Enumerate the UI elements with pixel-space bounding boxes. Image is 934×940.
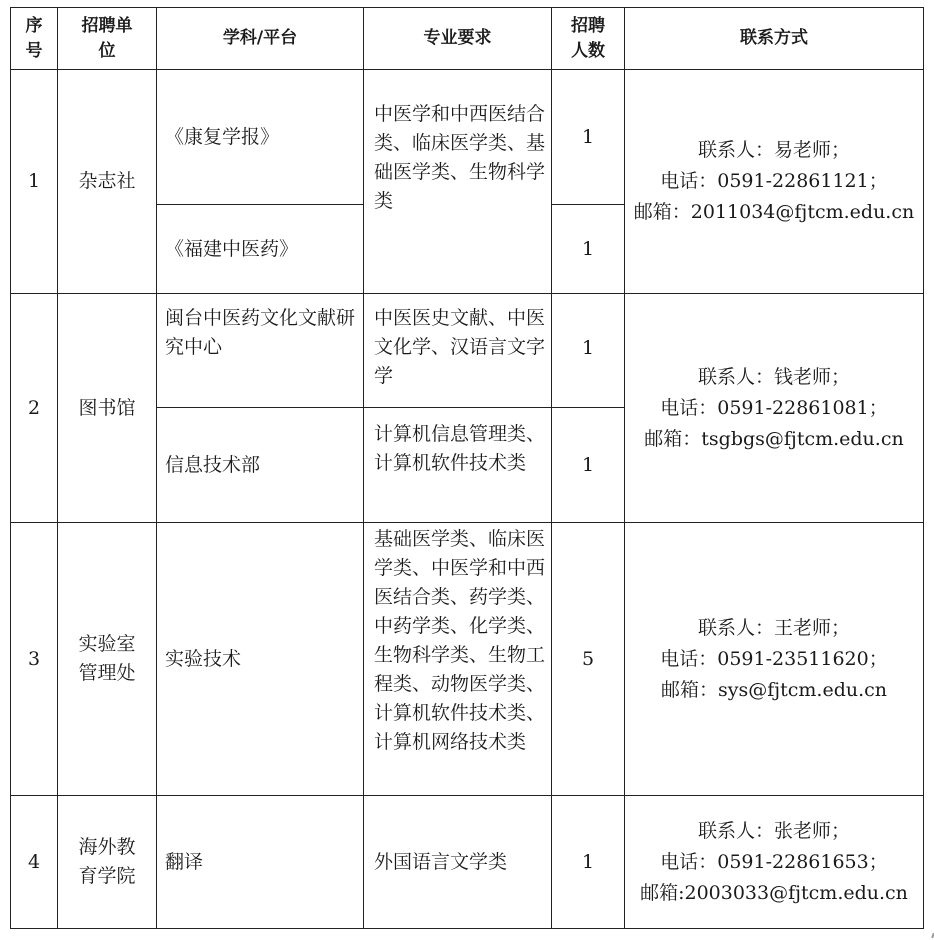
row1-count-1: 1	[552, 70, 625, 205]
row3-count: 5	[552, 523, 625, 796]
row1-contact	[625, 70, 924, 294]
table-row	[11, 523, 924, 796]
contact-email: 邮箱：tsgbgs@fjtcm.edu.cn	[644, 427, 904, 450]
row1-platform-2: 《福建中医药》	[157, 205, 364, 294]
header-unit: 招聘单位	[58, 8, 157, 70]
contact-person: 联系人：张老师；	[697, 819, 850, 842]
header-count: 招聘人数	[552, 8, 625, 70]
recruitment-table	[10, 7, 924, 929]
header-platform: 学科/平台	[157, 8, 364, 70]
header-requirement: 专业要求	[364, 8, 552, 70]
row3-contact	[625, 523, 924, 796]
row1-platform-1: 《康复学报》	[157, 70, 364, 205]
contact-email: 邮箱:2003033@fjtcm.edu.cn	[640, 881, 908, 904]
row1-seq: 1	[11, 70, 58, 294]
row4-count: 1	[552, 796, 625, 929]
header-contact: 联系方式	[625, 8, 924, 70]
contact-person: 联系人：钱老师；	[697, 365, 850, 388]
row4-seq: 4	[11, 796, 58, 929]
row4-platform: 翻译	[157, 796, 364, 929]
row2-requirement-2: 计算机信息管理类、计算机软件技术类	[364, 408, 552, 523]
row1-count-2: 1	[552, 205, 625, 294]
row2-seq: 2	[11, 294, 58, 523]
contact-person: 联系人：王老师；	[697, 616, 850, 639]
row3-requirement: 基础医学类、临床医学类、中医学和中西医结合类、药学类、中药学类、化学类、生物科学类、生物工程类、动物医学类、计算机软件技术类、计算机网络技术类	[364, 523, 552, 796]
row4-unit: 海外教育学院	[58, 796, 157, 929]
table-row	[11, 294, 924, 408]
header-row	[11, 8, 924, 70]
row1-requirement: 中医学和中西医结合类、临床医学类、基础医学类、生物科学类	[364, 70, 552, 294]
row4-contact	[625, 796, 924, 929]
row3-platform: 实验技术	[157, 523, 364, 796]
row2-count-1: 1	[552, 294, 625, 408]
row2-contact	[625, 294, 924, 523]
row2-count-2: 1	[552, 408, 625, 523]
row2-unit: 图书馆	[58, 294, 157, 523]
row1-unit: 杂志社	[58, 70, 157, 294]
table-row	[11, 796, 924, 929]
row2-platform-2: 信息技术部	[157, 408, 364, 523]
row3-seq: 3	[11, 523, 58, 796]
contact-person: 联系人：易老师；	[697, 139, 850, 161]
table-row	[11, 70, 924, 205]
contact-email: 邮箱：sys@fjtcm.edu.cn	[660, 678, 888, 701]
contact-email: 邮箱：2011034@fjtcm.edu.cn	[633, 201, 915, 223]
contact-phone: 电话：0591-22861653；	[660, 850, 888, 873]
contact-phone: 电话：0591-22861081；	[660, 396, 888, 419]
contact-phone: 电话：0591-23511620；	[660, 647, 888, 670]
row2-platform-1: 闽台中医药文化文献研究中心	[157, 294, 364, 408]
row4-requirement: 外国语言文学类	[364, 796, 552, 929]
contact-phone: 电话：0591-22861121；	[660, 170, 888, 192]
header-seq: 序号	[11, 8, 58, 70]
row2-requirement-1: 中医医史文献、中医文化学、汉语言文字学	[364, 294, 552, 408]
row3-unit: 实验室管理处	[58, 523, 157, 796]
